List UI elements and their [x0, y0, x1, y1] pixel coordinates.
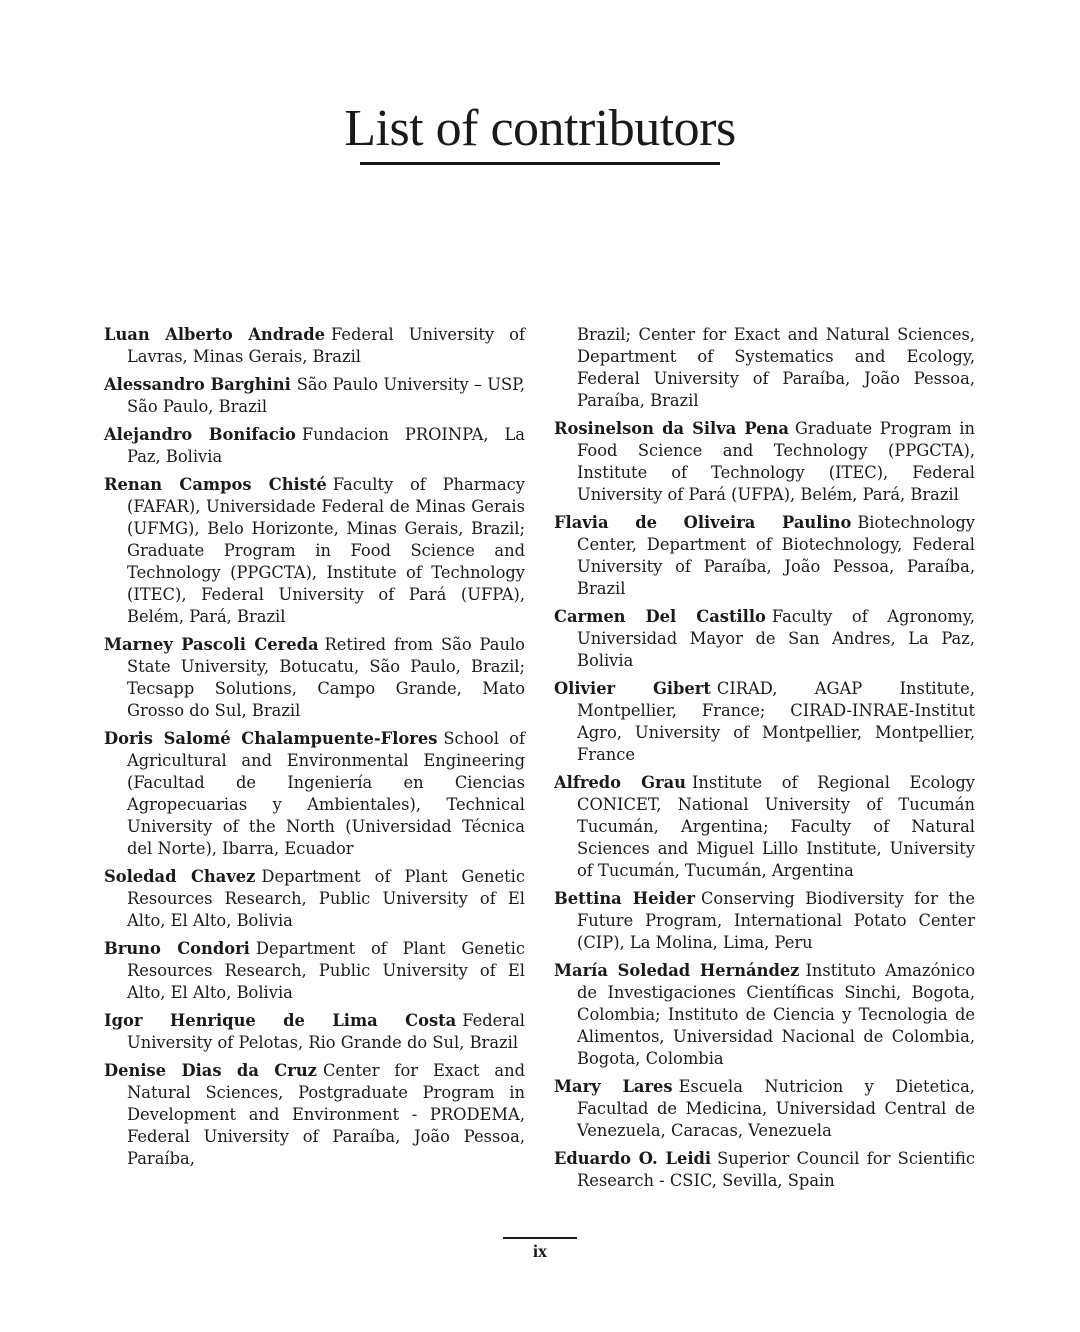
contributor-entry	[554, 606, 975, 672]
contributors-left-column	[104, 324, 525, 1176]
contributor-entry	[104, 374, 525, 418]
contributor-name: Eduardo O. Leidi	[554, 1149, 712, 1168]
contributor-affiliation-continuation: Brazil; Center for Exact and Natural Sciences, Department of Systematics and Ecology, Federal University of Paraíba, João Pessoa, Paraíba, Brazil	[577, 325, 975, 410]
contributor-entry	[554, 418, 975, 506]
contributor-name: Carmen Del Castillo	[554, 607, 766, 626]
contributor-entry	[554, 772, 975, 882]
contributor-entry	[104, 634, 525, 722]
contributor-affiliation: Federal University of Pelotas, Rio Grande do Sul, Brazil	[127, 1011, 525, 1052]
contributor-affiliation: Superior Council for Scientific Research - CSIC, Sevilla, Spain	[577, 1149, 975, 1190]
contributor-entry	[554, 512, 975, 600]
title-underline	[360, 162, 720, 165]
contributor-name: Bruno Condori	[104, 939, 250, 958]
contributor-affiliation: Instituto Amazónico de Investigaciones Científicas Sinchi, Bogota, Colombia; Instituto de Ciencia y Tecnologia de Alimentos, Universidad Nacional de Colombia, Bogota, Colombia	[577, 961, 976, 1068]
page-number: ix	[532, 1241, 547, 1261]
contributor-entry	[104, 1060, 525, 1170]
contributor-entry	[104, 474, 525, 628]
contributor-name: Renan Campos Chisté	[104, 475, 327, 494]
contributor-entry	[104, 938, 525, 1004]
contributor-affiliation: Federal University of Lavras, Minas Gerais, Brazil	[127, 325, 525, 366]
contributor-name: Rosinelson da Silva Pena	[554, 419, 789, 438]
contributor-affiliation: Faculty of Agronomy, Universidad Mayor de San Andres, La Paz, Bolivia	[577, 607, 975, 670]
contributor-affiliation: Escuela Nutricion y Dietetica, Facultad de Medicina, Universidad Central de Venezuela, Caracas, Venezuela	[577, 1077, 975, 1140]
contributor-entry	[554, 960, 975, 1070]
contributor-name: Luan Alberto Andrade	[104, 325, 325, 344]
contributor-affiliation: Conserving Biodiversity for the Future Program, International Potato Center (CIP), La Molina, Lima, Peru	[577, 889, 975, 952]
contributor-affiliation: Faculty of Pharmacy (FAFAR), Universidade Federal de Minas Gerais (UFMG), Belo Horizonte, Minas Gerais, Brazil; Graduate Program in Food Science and Technology (PPGCTA), Institute of Technology (ITEC), Federal University of Pará (UFPA), Belém, Pará, Brazil	[127, 475, 525, 626]
contributor-affiliation: Department of Plant Genetic Resources Research, Public University of El Alto, El Alto, Bolivia	[127, 867, 525, 930]
contributor-name: Bettina Heider	[554, 889, 695, 908]
contributor-name: Denise Dias da Cruz	[104, 1061, 317, 1080]
contributor-entry	[104, 866, 525, 932]
contributor-entry	[554, 678, 975, 766]
contributor-entry	[554, 1076, 975, 1142]
contributor-affiliation: Center for Exact and Natural Sciences, Postgraduate Program in Development and Environment - PRODEMA, Federal University of Paraíba, João Pessoa, Paraíba,	[127, 1061, 525, 1168]
contributor-affiliation: School of Agricultural and Environmental Engineering (Facultad de Ingeniería en Ciencias Agropecuarias y Ambientales), Technical University of the North (Universidad Técnica del Norte), Ibarra, Ecuador	[127, 729, 526, 858]
contributor-entry	[554, 1148, 975, 1192]
contributor-name: Mary Lares	[554, 1077, 673, 1096]
contributor-affiliation: Biotechnology Center, Department of Biotechnology, Federal University of Paraíba, João Pessoa, Paraíba, Brazil	[577, 513, 975, 598]
contributor-entry	[554, 888, 975, 954]
contributor-name: Olivier Gibert	[554, 679, 711, 698]
contributor-entry	[104, 424, 525, 468]
contributor-name: Alejandro Bonifacio	[104, 425, 296, 444]
contributor-name: Flavia de Oliveira Paulino	[554, 513, 852, 532]
contributor-affiliation: Institute of Regional Ecology CONICET, National University of Tucumán Tucumán, Argentina; Faculty of Natural Sciences and Miguel Lillo Institute, University of Tucumán, Tucumán, Argentina	[577, 773, 975, 880]
footer-rule	[503, 1237, 577, 1239]
contributor-affiliation: Retired from São Paulo State University, Botucatu, São Paulo, Brazil; Tecsapp Solutions, Campo Grande, Mato Grosso do Sul, Brazil	[127, 635, 525, 720]
contributor-affiliation: Fundacion PROINPA, La Paz, Bolivia	[127, 425, 525, 466]
contributor-name: Doris Salomé Chalampuente-Flores	[104, 729, 438, 748]
contributor-affiliation: Department of Plant Genetic Resources Research, Public University of El Alto, El Alto, Bolivia	[127, 939, 525, 1002]
contributor-entry	[104, 728, 525, 860]
contributor-affiliation: São Paulo University – USP, São Paulo, Brazil	[127, 375, 526, 416]
contributor-name: Igor Henrique de Lima Costa	[104, 1011, 457, 1030]
contributor-affiliation: CIRAD, AGAP Institute, Montpellier, France; CIRAD-INRAE-Institut Agro, University of Montpellier, Montpellier, France	[577, 679, 975, 764]
contributor-entry	[104, 1010, 525, 1054]
page-title: List of contributors	[344, 100, 736, 157]
contributor-name: María Soledad Hernández	[554, 961, 800, 980]
contributor-name: Soledad Chavez	[104, 867, 256, 886]
contributor-entry	[104, 324, 525, 368]
contributors-right-column	[554, 324, 975, 1198]
contributor-name: Marney Pascoli Cereda	[104, 635, 319, 654]
contributor-name: Alessandro Barghini	[104, 375, 291, 394]
contributor-name: Alfredo Grau	[554, 773, 686, 792]
contributor-affiliation: Graduate Program in Food Science and Technology (PPGCTA), Institute of Technology (ITEC), Federal University of Pará (UFPA), Belém, Pará, Brazil	[577, 419, 975, 504]
